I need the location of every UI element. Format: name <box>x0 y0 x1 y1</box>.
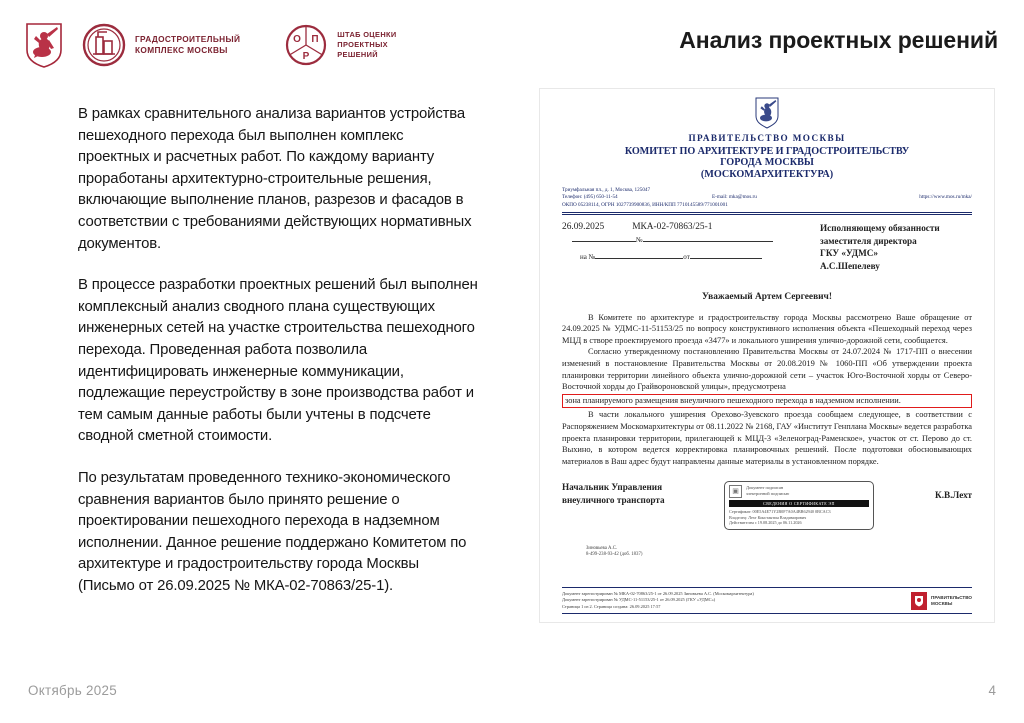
doc-body-paragraph-1: В Комитете по архитектуре и градостроительству города Москвы рассмотрено Ваше обращение от 24.09.2025 № УДМС-11-51153/25 по вопросу конструктивного исполнения объекта «Пешеходный переход через МЦД в створе проектируемого проезда «3477» и локального уширения улично-дорожной сети, сообщается. <box>562 312 972 345</box>
digital-signature-stamp <box>724 481 874 530</box>
logo-gradostroitelny-kompleks <box>82 23 240 67</box>
reference-left <box>562 222 812 272</box>
contact-codes: ОКПО 05238114, ОГРН 1027739900836, ИНН/КПП 7710145589/771001001 <box>562 201 728 208</box>
signer-position <box>562 481 712 506</box>
opr-logo-text: ШТАБ ОЦЕНКИ ПРОЕКТНЫХ РЕШЕНИЙ <box>337 29 397 60</box>
stamp-title-line-2: электронной подписью <box>746 491 790 497</box>
org-line-2: КОМИТЕТ ПО АРХИТЕКТУРЕ И ГРАДОСТРОИТЕЛЬСТВУ <box>624 146 910 157</box>
reference-date: 26.09.2025 <box>562 222 605 233</box>
digital-signature-stamp-wrapper <box>712 481 886 530</box>
contact-phone: Телефон: (495) 650-11-54 <box>562 194 618 201</box>
moscow-coat-of-arms-icon <box>24 22 64 68</box>
page-title: Анализ проектных решений <box>679 27 998 53</box>
svg-text:Р: Р <box>302 51 310 62</box>
document-executor <box>562 546 972 559</box>
org-line-3: ГОРОДА МОСКВЫ <box>720 157 814 168</box>
gsk-seal-icon <box>82 23 126 67</box>
contact-email: E-mail: mka@mos.ru <box>712 194 757 201</box>
signature-shield-icon: ▣ <box>729 485 742 498</box>
stamp-validity: Действителен с 19.08.2025 до 06.11.2026 <box>729 520 802 526</box>
addressee-line-1: Исполняющему обязанности <box>820 223 940 234</box>
highlighted-passage-box <box>562 394 972 409</box>
incoming-date-label: от <box>683 253 690 262</box>
signer-position-line-1: Начальник Управления <box>562 482 663 493</box>
incoming-label: на № <box>580 253 596 262</box>
logo-shtab-ocenki <box>284 23 396 67</box>
contact-address: Триумфальная пл., д. 1, Москва, 125047 <box>562 187 651 193</box>
government-badge <box>911 592 972 610</box>
stamp-certificate-bar: СВЕДЕНИЯ О СЕРТИФИКАТЕ ЭП <box>729 500 869 507</box>
document-addressee <box>812 222 972 272</box>
executor-phone: 8-499-238-93-42 (доб. 1837) <box>586 552 643 558</box>
contact-site: https://www.mos.ru/mka/ <box>919 194 972 201</box>
gov-badge-line-2: МОСКВЫ <box>931 601 953 606</box>
official-letter-document <box>539 88 995 623</box>
footer-date: Октябрь 2025 <box>28 683 118 698</box>
paragraph-1: В рамках сравнительного анализа вариантов устройства пешеходного перехода был выполнен комплекс проектных и расчетных работ. По каждому варианту проработаны архитектурно-строительные решения, включающие выполнение планов, разрезов и фасадов в соответствии с требованиями действующих нормативных документов. <box>78 106 472 252</box>
registration-line-1: Документ зарегистрирован № МКА-02-70863/25-1 от 26.09.2025 Зиновьева А.С. (Москомархитектура) <box>562 591 754 597</box>
doc-body-paragraph-2: Согласно утвержденному постановлению Правительства Москвы от 24.07.2024 № 1717-ПП о внесении изменений в постановление Правительства Москвы от 20.08.2019 № 1060-ПП «Об утверждении проекта планировки территории линейного объекта улично-дорожной сети – участок Юго-Восточной хорды от Северо-Восточной хорды до Грайвороновской улицы», предусмотрена <box>562 347 972 392</box>
executor-name: Зиновьева А.С. <box>586 545 618 551</box>
document-crest-icon <box>562 97 972 129</box>
document-signature-block <box>562 481 972 530</box>
highlighted-passage-text: зона планируемого размещения внеуличного пешеходного перехода в надземном исполнении. <box>565 395 901 405</box>
opr-seal-icon <box>284 23 328 67</box>
gsk-logo-text: ГРАДОСТРОИТЕЛЬНЫЙ КОМПЛЕКС МОСКВЫ <box>135 33 241 55</box>
document-body <box>562 312 972 468</box>
paragraph-3: По результатам проведенного технико-экономического сравнения вариантов было принято решение о проектировании пешеходного перехода в надземном исполнении. Данное решение поддержано Комитетом по архитектуре и градостроительству города Москвы (Письмо от 26.09.2025 № МКА-02-70863/25-1). <box>78 469 467 594</box>
stamp-certificate-id: Сертификат: 00E5A4E71Y2B0F7A0A4BB62940 0BCAC3 <box>729 509 831 515</box>
document-greeting: Уважаемый Артем Сергеевич! <box>702 291 832 302</box>
gov-badge-text <box>931 595 972 607</box>
document-footer-divider-bottom <box>562 613 972 614</box>
document-footer <box>562 587 972 614</box>
addressee-line-2: заместителя директора <box>820 235 917 246</box>
letterhead-divider <box>562 212 972 215</box>
body-text-column <box>78 104 478 597</box>
stamp-title-line-1: Документ подписан <box>746 485 784 491</box>
signer-name: К.В.Лехт <box>935 490 972 501</box>
gov-badge-crest-icon <box>911 592 927 610</box>
gov-badge-line-1: ПРАВИТЕЛЬСТВО <box>931 595 972 600</box>
registration-line-2: Документ зарегистрирован № УДМС-11-51153/25-1 от 26.09.2025 (ГКУ «УДМС») <box>562 597 716 603</box>
org-line-1: ПРАВИТЕЛЬСТВО МОСКВЫ <box>688 133 846 143</box>
document-reference-block <box>562 222 972 272</box>
addressee-line-4: А.С.Шепелеву <box>820 261 880 271</box>
document-footer-divider-top <box>562 587 972 588</box>
doc-body-paragraph-3: В части локального уширения Орехово-Зуевского проезда сообщаем следующее, в соответствии с Распоряжением Москомархитектуры от 08.11.2022 № 2168, ГАУ «Институт Генплана Москвы» ведется разработка проекта планировки территории, прилегающей к МЦД-3 «Зеленоград-Раменское», участок от ст. Перово до ст. Выхино, в котором ведется корректировка планировочных решений. После подготовки обосновывающих материалов в Ваш адрес будут направлены данные материалы в установленном порядке. <box>562 410 972 466</box>
paragraph-2: В процессе разработки проектных решений был выполнен комплексный анализ сводного плана существующих инженерных сетей на участке строительства пешеходного перехода. Проведенная работа позволила идентифицировать инженерные коммуникации, подлежащие переустройству в зоне производства работ и тем самым данные работы были учтены в подсчете сводной сметной стоимости. <box>78 277 478 445</box>
org-line-4: (МОСКОМАРХИТЕКТУРА) <box>700 169 834 180</box>
registration-line-3: Страница 1 из 2. Страница создана: 26.09.2025 17:57 <box>562 603 661 609</box>
svg-text:П: П <box>311 34 319 45</box>
logo-bar <box>24 22 397 68</box>
svg-text:О: О <box>293 34 302 45</box>
signer-position-line-2: внеуличного транспорта <box>562 494 665 505</box>
document-organization-header <box>562 133 972 180</box>
registration-lines <box>562 591 754 610</box>
stamp-owner: Владелец: Лехт Константин Владимирович <box>729 514 807 520</box>
addressee-line-3: ГКУ «УДМС» <box>820 248 878 259</box>
reference-number-label: № <box>636 236 643 245</box>
document-contacts <box>562 187 972 209</box>
reference-number: МКА-02-70863/25-1 <box>632 222 713 233</box>
footer-page-number: 4 <box>988 683 996 698</box>
